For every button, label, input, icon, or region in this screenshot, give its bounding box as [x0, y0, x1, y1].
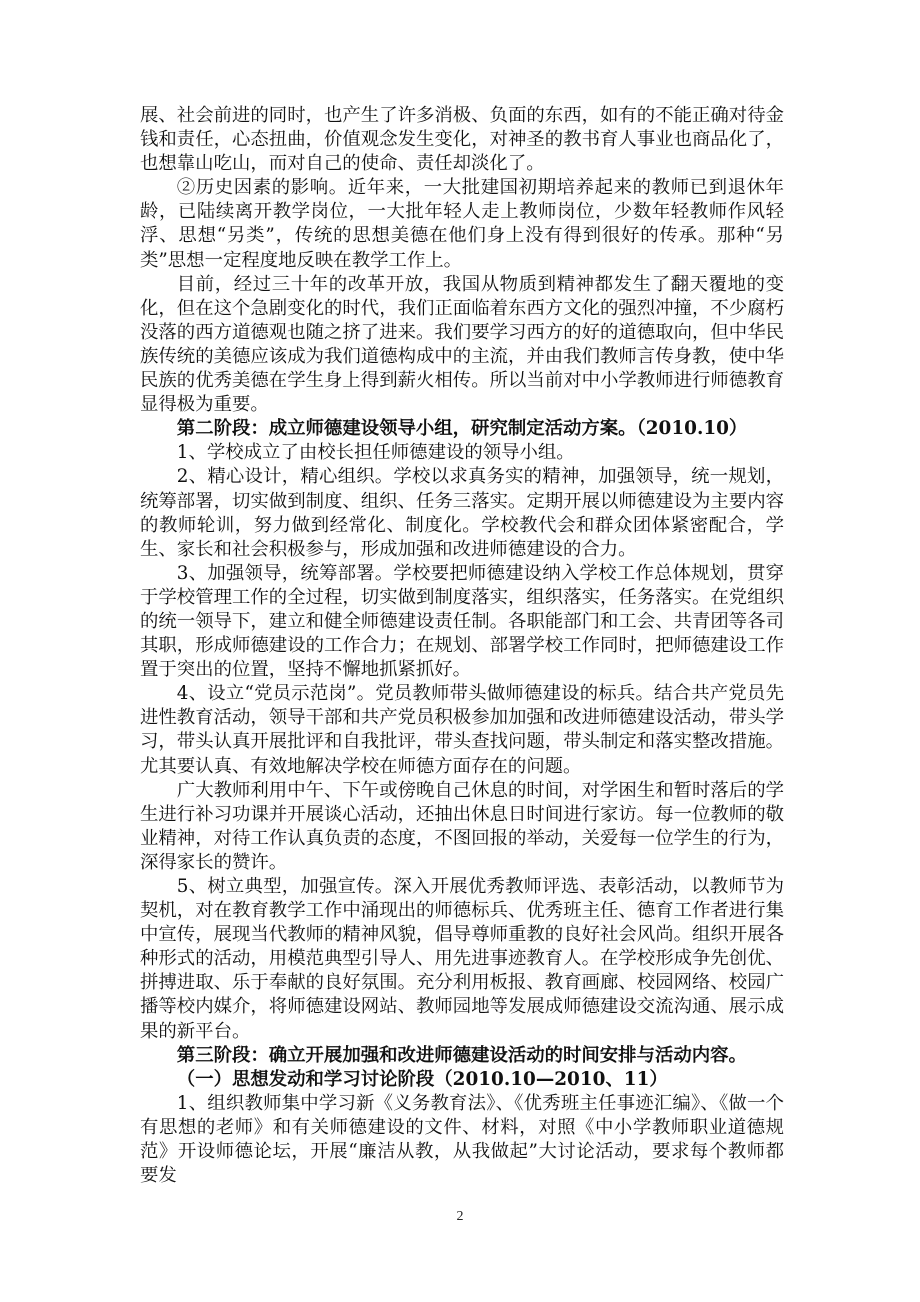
document-page	[140, 104, 784, 1188]
paragraph: 5、树立典型，加强宣传。深入开展优秀教师评选、表彰活动，以教师节为契机，对在教育教学工作中涌现出的师德标兵、优秀班主任、德育工作者进行集中宣传，展现当代教师的精神风貌，倡导尊师重教的良好社会风尚。组织开展各种形式的活动，用模范典型引导人、用先进事迹教育人。在学校形成争先创优、拼搏进取、乐于奉献的良好氛围。充分利用板报、教育画廊、校园网络、校园广播等校内媒介，将师德建设网站、教师园地等发展成师德建设交流沟通、展示成果的新平台。	[140, 876, 784, 1042]
paragraph: 广大教师利用中午、下午或傍晚自己休息的时间，对学困生和暂时落后的学生进行补习功课并开展谈心活动，还抽出休息日时间进行家访。每一位教师的敬业精神，对待工作认真负责的态度，不图回报的举动，关爱每一位学生的行为，深得家长的赞许。	[140, 779, 784, 873]
paragraph: 展、社会前进的同时，也产生了许多消极、负面的东西，如有的不能正确对待金钱和责任，心态扭曲，价值观念发生变化，对神圣的教书育人事业也商品化了，也想靠山吃山，而对自己的使命、责任却淡化了。	[140, 105, 784, 175]
paragraph: ②历史因素的影响。近年来，一大批建国初期培养起来的教师已到退休年龄，已陆续离开教学岗位，一大批年轻人走上教师岗位，少数年轻教师作风轻浮、思想“另类”，传统的思想美德在他们身上没有得到很好的传承。那种“另类”思想一定程度地反映在教学工作上。	[140, 177, 784, 271]
paragraph: 3、加强领导，统筹部署。学校要把师德建设纳入学校工作总体规划，贯穿于学校管理工作的全过程，切实做到制度落实，组织落实，任务落实。在党组织的统一领导下，建立和健全师德建设责任制。各职能部门和工会、共青团等各司其职，形成师德建设的工作合力；在规划、部署学校工作同时，把师德建设工作置于突出的位置，坚持不懈地抓紧抓好。	[140, 562, 784, 681]
page-number: 2	[456, 1209, 464, 1224]
paragraph: 1、组织教师集中学习新《义务教育法》、《优秀班主任事迹汇编》、《做一个有思想的老师》和有关师德建设的文件、材料，对照《中小学教师职业道德规范》开设师德论坛，开展“廉洁从教，从我做起”大讨论活动，要求每个教师都要发	[140, 1092, 784, 1187]
paragraph: 目前，经过三十年的改革开放，我国从物质到精神都发生了翻天覆地的变化，但在这个急剧变化的时代，我们正面临着东西方文化的强烈冲撞，不少腐朽没落的西方道德观也随之挤了进来。我们要学习西方的好的道德取向，但中华民族传统的美德应该成为我们道德构成中的主流，并由我们教师言传身教，使中华民族的优秀美德在学生身上得到薪火相传。所以当前对中小学教师进行师德教育显得极为重要。	[140, 273, 784, 416]
section-heading: 第三阶段：确立开展加强和改进师德建设活动的时间安排与活动内容。	[176, 1044, 747, 1066]
paragraph: 2、精心设计，精心组织。学校以求真务实的精神，加强领导，统一规划，统筹部署，切实做到制度、组织、任务三落实。定期开展以师德建设为主要内容的教师轮训，努力做到经常化、制度化。学校教代会和群众团体紧密配合，学生、家长和社会积极参与，形成加强和改进师德建设的合力。	[140, 466, 784, 560]
section-heading: 第二阶段：成立师德建设领导小组，研究制定活动方案。（2010.10）	[176, 418, 748, 440]
paragraph: 4、设立“党员示范岗”。党员教师带头做师德建设的标兵。结合共产党员先进性教育活动，领导干部和共产党员积极参加加强和改进师德建设活动，带头学习，带头认真开展批评和自我批评，带头查找问题，带头制定和落实整改措施。尤其要认真、有效地解决学校在师德方面存在的问题。	[140, 683, 784, 777]
paragraph: 1、学校成立了由校长担任师德建设的领导小组。	[176, 442, 575, 464]
subsection-heading: （一）思想发动和学习讨论阶段（2010.10—2010、11）	[176, 1068, 668, 1090]
